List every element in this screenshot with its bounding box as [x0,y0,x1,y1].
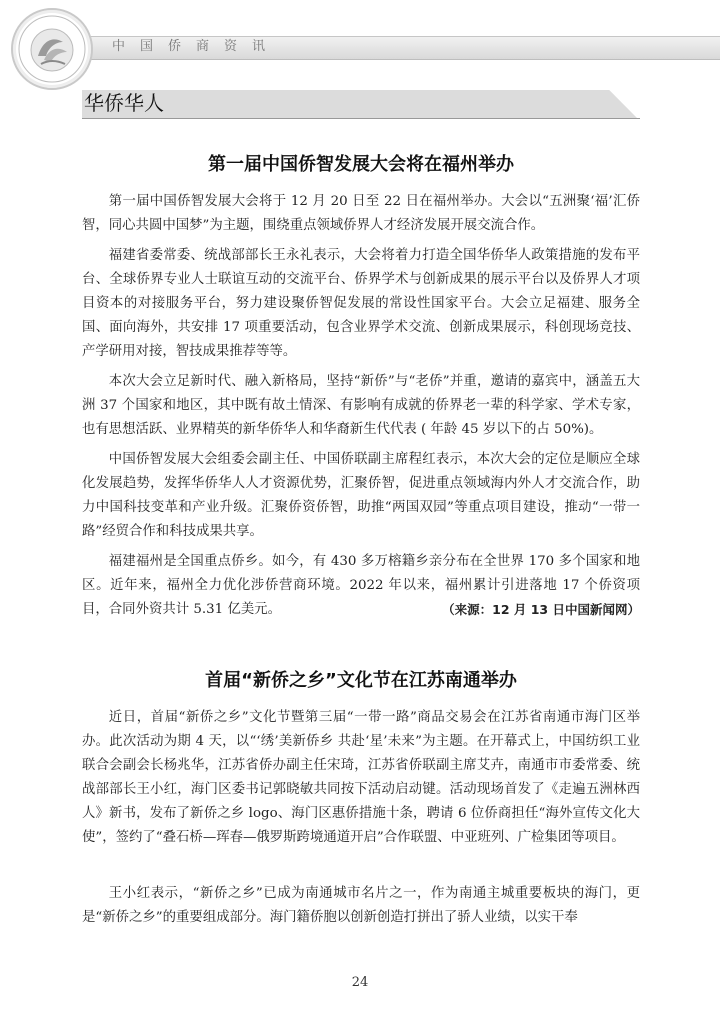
article-paragraph: 近日，首届“新侨之乡”文化节暨第三届“一带一路”商品交易会在江苏省南通市海门区举办。此次活动为期 4 天，以“‘绣’美新侨乡 共赴‘星’未来”为主题。在开幕式上，中国纺织工业联合会副会长杨兆华，江苏省侨办副主任宋琦，江苏省侨联副主席艾卉，南通市市委常委、统战部部长王小红，海门区委书记郭晓敏共同按下活动启动键。活动现场首发了《走遍五洲林西人》新书，发布了新侨之乡 logo、海门区惠侨措施十条，聘请 6 位侨商担任“海外宣传文化大使”，签约了“叠石桥—珲春—俄罗斯跨境通道开启”合作联盟、中亚班列、广检集团等项目。 [82,710,640,845]
page-number: 24 [351,975,369,990]
article-title: 首届“新侨之乡”文化节在江苏南通举办 [205,670,517,691]
article-paragraph: 福建省委常委、统战部部长王永礼表示，大会将着力打造全国华侨华人政策措施的发布平台、全球侨界专业人士联谊互动的交流平台、侨界学术与创新成果的展示平台以及侨界人才项目资本的对接服务平台，努力建设聚侨智促发展的常设性国家平台。大会立足福建、服务全国、面向海外，共安排 17 项重要活动，包含业界学术交流、创新成果展示，科创现场竞技、产学研用对接，智技成果推荐等等。 [82,248,640,359]
logo [11,8,93,90]
article-paragraph-text: 福建福州是全国重点侨乡。如今，有 430 多万榕籍乡亲分布在全世界 170 多个国家和地区。近年来，福州全力优化涉侨营商环境。2022 年以来，福州累计引进落地 17 个侨资项目，合同外资共计 5.31 亿美元。 [82,554,640,617]
section-title-bar [82,90,637,118]
section-divider [82,118,640,119]
article-paragraph: 王小红表示，“新侨之乡”已成为南通城市名片之一，作为南通主城重要板块的海门，更是“新侨之乡”的重要组成部分。海门籍侨胞以创新创造打拼出了骄人业绩，以实干奉 [82,886,640,925]
article-title: 第一届中国侨智发展大会将在福州举办 [208,154,514,175]
article-paragraph: 第一届中国侨智发展大会将于 12 月 20 日至 22 日在福州举办。大会以“五洲聚‘福’汇侨智，同心共圆中国梦”为主题，围绕重点领域侨界人才经济发展开展交流合作。 [82,194,640,233]
article-source: （来源：12 月 13 日中国新闻网） [442,602,640,617]
article-paragraph: 中国侨智发展大会组委会副主任、中国侨联副主席程红表示，本次大会的定位是顺应全球化发展趋势，发挥华侨华人人才资源优势，汇聚侨智，促进重点领域海内外人才交流合作，助力中国科技变革和产业升级。汇聚侨资侨智，助推“两国双园”等重点项目建设，推动“一带一路”经贸合作和科技成果共享。 [82,452,640,539]
article-paragraph [82,550,640,622]
page-header [0,0,720,80]
logo-emblem-icon [13,10,91,88]
section-title: 华侨华人 [84,91,164,115]
article-paragraph: 本次大会立足新时代、融入新格局，坚持“新侨”与“老侨”并重，邀请的嘉宾中，涵盖五大洲 37 个国家和地区，其中既有故土情深、有影响有成就的侨界老一辈的科学家、学术专家，也有思想活跃、业界精英的新华侨华人和华裔新生代代表 ( 年龄 45 岁以下的占 50%)。 [82,374,640,437]
publication-name: 中国侨商资讯 [112,39,281,54]
